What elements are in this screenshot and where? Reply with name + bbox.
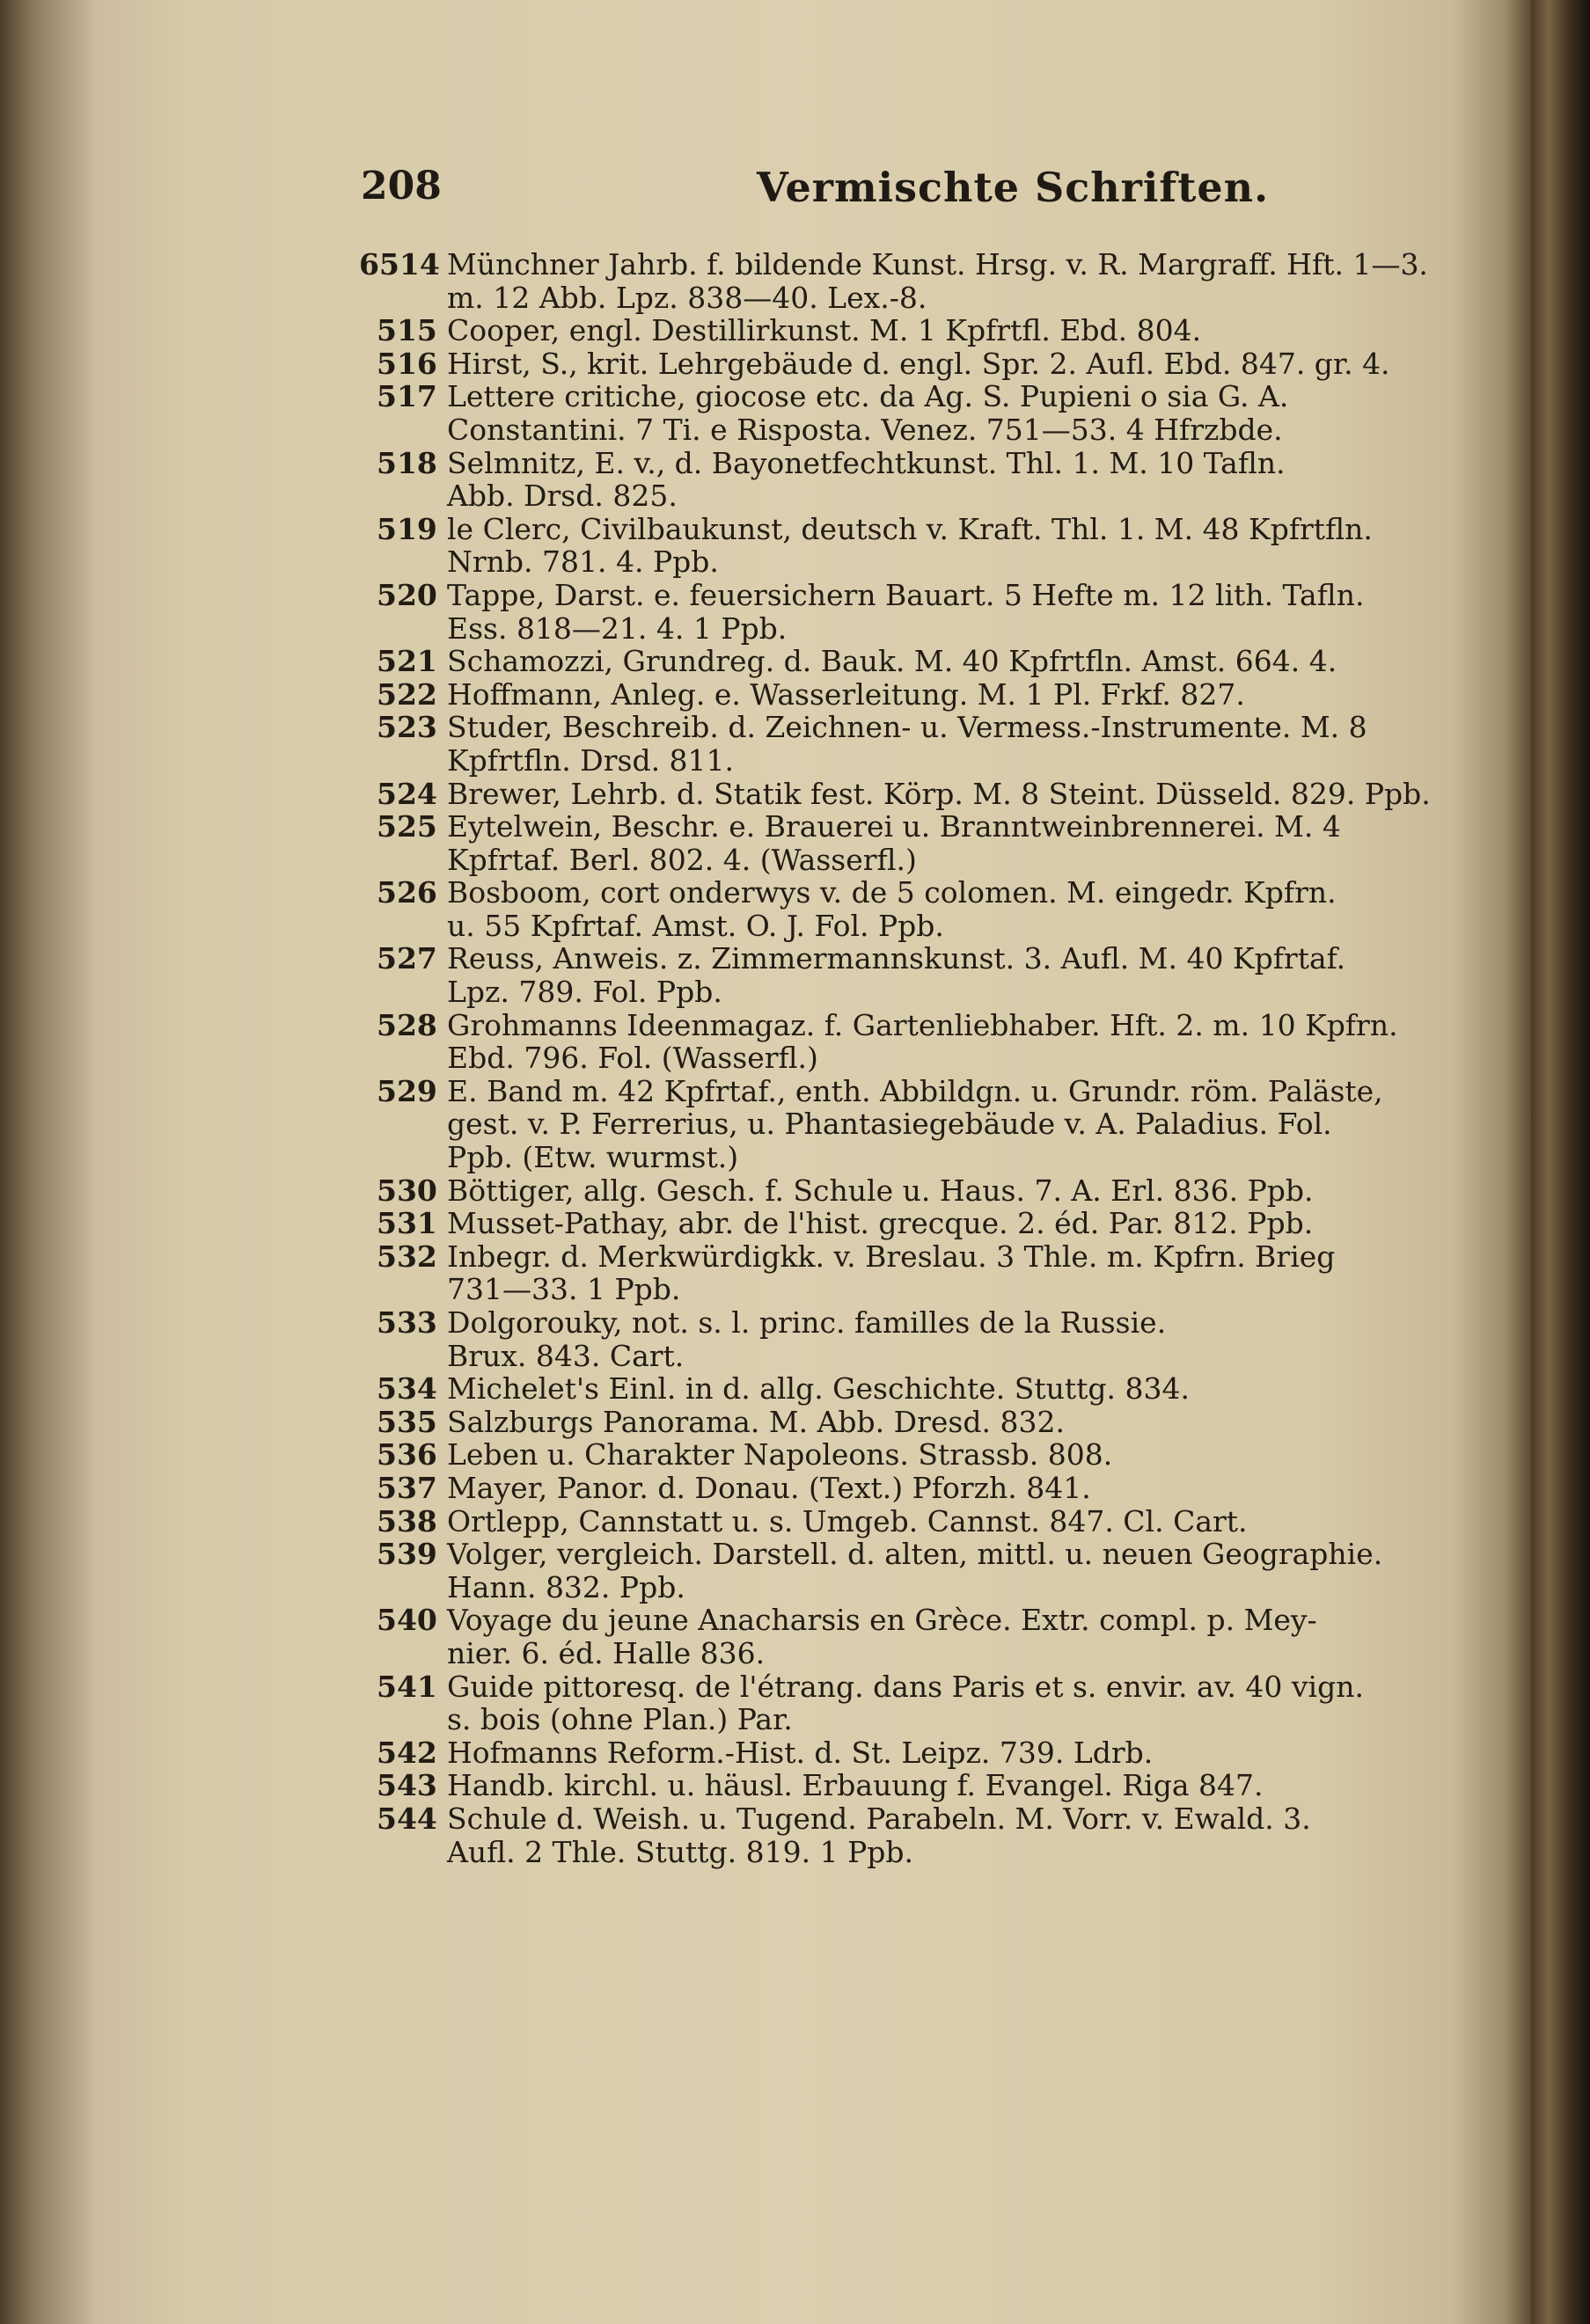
entry-text: Reuss, Anweis. z. Zimmermannskunst. 3. Aufl. M. 40 Kpfrtaf. Lpz. 789. Fol. Ppb. bbox=[447, 941, 1346, 1010]
catalog-entry bbox=[359, 1472, 1503, 1505]
book-spine bbox=[1531, 0, 1590, 2324]
entry-number: 515 bbox=[377, 313, 437, 348]
entry-number: 540 bbox=[377, 1603, 437, 1638]
catalog-entry bbox=[359, 1009, 1503, 1075]
entry-text: Bosboom, cort onderwys v. de 5 colomen. M. eingedr. Kpfrn. u. 55 Kpfrtaf. Amst. O. J. Fol. Ppb. bbox=[447, 875, 1337, 943]
entry-text: Hoffmann, Anleg. e. Wasserleitung. M. 1 Pl. Frkf. 827. bbox=[447, 676, 1245, 712]
entry-text: Volger, vergleich. Darstell. d. alten, mittl. u. neuen Geographie. Hann. 832. Ppb. bbox=[447, 1537, 1383, 1604]
entry-text: Hirst, S., krit. Lehrgebäude d. engl. Spr. 2. Aufl. Ebd. 847. gr. 4. bbox=[447, 346, 1390, 381]
entry-number: 536 bbox=[377, 1437, 437, 1473]
catalog-entry bbox=[359, 447, 1503, 513]
entry-number: 529 bbox=[377, 1073, 437, 1108]
catalog-entry bbox=[359, 1670, 1503, 1736]
entry-text: Schamozzi, Grundreg. d. Bauk. M. 40 Kpfrtfln. Amst. 664. 4. bbox=[447, 644, 1337, 679]
entry-number: 518 bbox=[377, 445, 437, 480]
entry-number: 524 bbox=[377, 776, 437, 811]
catalog-entry bbox=[359, 513, 1503, 579]
catalog-entry bbox=[359, 1075, 1503, 1174]
running-title: Vermischte Schriften. bbox=[757, 164, 1270, 211]
entry-number: 533 bbox=[377, 1305, 437, 1340]
catalog-entry bbox=[359, 579, 1503, 645]
catalog-entry bbox=[359, 1207, 1503, 1240]
entry-number: 538 bbox=[377, 1503, 437, 1538]
catalog-entry bbox=[359, 1306, 1503, 1372]
page-number: 208 bbox=[361, 164, 442, 208]
catalog-entry bbox=[359, 810, 1503, 876]
catalog-entry bbox=[359, 1505, 1503, 1538]
entry-text: Inbegr. d. Merkwürdigkk. v. Breslau. 3 Thle. m. Kpfrn. Brieg 731—33. 1 Ppb. bbox=[447, 1239, 1336, 1307]
catalog-entries bbox=[359, 248, 1503, 1868]
entry-text: Grohmanns Ideenmagaz. f. Gartenliebhaber. Hft. 2. m. 10 Kpfrn. Ebd. 796. Fol. (Wasserfl.) bbox=[447, 1007, 1398, 1076]
entry-number: 526 bbox=[377, 875, 437, 910]
entry-number: 522 bbox=[377, 676, 437, 712]
catalog-entry bbox=[359, 1372, 1503, 1406]
entry-text: Studer, Beschreib. d. Zeichnen- u. Vermess.-Instrumente. M. 8 Kpfrtfln. Drsd. 811. bbox=[447, 710, 1367, 778]
entry-number: 531 bbox=[377, 1206, 437, 1241]
catalog-entry bbox=[359, 1174, 1503, 1208]
entry-number: 541 bbox=[377, 1669, 437, 1704]
entry-text: Handb. kirchl. u. häusl. Erbauung f. Evangel. Riga 847. bbox=[447, 1768, 1264, 1803]
entry-number: 523 bbox=[377, 710, 437, 745]
entry-number: 527 bbox=[377, 941, 437, 976]
entry-text: Musset-Pathay, abr. de l'hist. grecque. 2. éd. Par. 812. Ppb. bbox=[447, 1206, 1314, 1241]
catalog-entry bbox=[359, 248, 1503, 314]
entry-number: 520 bbox=[377, 577, 437, 612]
entry-text: Salzburgs Panorama. M. Abb. Dresd. 832. bbox=[447, 1404, 1065, 1439]
catalog-entry bbox=[359, 711, 1503, 777]
catalog-entry bbox=[359, 1438, 1503, 1472]
entry-text: Eytelwein, Beschr. e. Brauerei u. Branntweinbrennerei. M. 4 Kpfrtaf. Berl. 802. 4. (Wasserfl.) bbox=[447, 809, 1341, 877]
entry-text: Cooper, engl. Destillirkunst. M. 1 Kpfrtfl. Ebd. 804. bbox=[447, 313, 1202, 348]
entry-text: Mayer, Panor. d. Donau. (Text.) Pforzh. 841. bbox=[447, 1470, 1091, 1505]
entry-number: 517 bbox=[377, 379, 437, 414]
entry-number: 537 bbox=[377, 1470, 437, 1505]
entry-text: E. Band m. 42 Kpfrtaf., enth. Abbildgn. u. Grundr. röm. Paläste, gest. v. P. Ferrerius, u. Phantasiegebäude v. A. Paladius. Fol. Ppb. (Etw. wurmst.) bbox=[447, 1073, 1383, 1175]
entry-text: Münchner Jahrb. f. bildende Kunst. Hrsg. v. R. Margraff. Hft. 1—3. m. 12 Abb. Lpz. 838—40. Lex.-8. bbox=[447, 247, 1428, 315]
entry-number: 6514 bbox=[359, 247, 440, 281]
catalog-entry bbox=[359, 678, 1503, 712]
entry-text: Dolgorouky, not. s. l. princ. familles de la Russie. Brux. 843. Cart. bbox=[447, 1305, 1167, 1373]
catalog-entry bbox=[359, 1604, 1503, 1670]
catalog-entry bbox=[359, 380, 1503, 446]
catalog-entry bbox=[359, 876, 1503, 942]
catalog-entry bbox=[359, 1769, 1503, 1802]
entry-text: Schule d. Weish. u. Tugend. Parabeln. M. Vorr. v. Ewald. 3. Aufl. 2 Thle. Stuttg. 819. 1 Ppb. bbox=[447, 1801, 1311, 1869]
entry-text: Leben u. Charakter Napoleons. Strassb. 808. bbox=[447, 1437, 1113, 1473]
entry-text: Guide pittoresq. de l'étrang. dans Paris et s. envir. av. 40 vign. s. bois (ohne Plan.) Par. bbox=[447, 1669, 1364, 1737]
entry-text: Brewer, Lehrb. d. Statik fest. Körp. M. 8 Steint. Düsseld. 829. Ppb. bbox=[447, 776, 1431, 811]
entry-number: 539 bbox=[377, 1537, 437, 1572]
entry-number: 521 bbox=[377, 644, 437, 679]
entry-text: Böttiger, allg. Gesch. f. Schule u. Haus. 7. A. Erl. 836. Ppb. bbox=[447, 1173, 1314, 1208]
catalog-entry bbox=[359, 1736, 1503, 1770]
entry-text: Tappe, Darst. e. feuersichern Bauart. 5 Hefte m. 12 lith. Tafln. Ess. 818—21. 4. 1 Ppb. bbox=[447, 577, 1365, 646]
entry-number: 535 bbox=[377, 1404, 437, 1439]
entry-number: 543 bbox=[377, 1768, 437, 1803]
entry-number: 532 bbox=[377, 1239, 437, 1274]
catalog-entry bbox=[359, 1240, 1503, 1306]
entry-number: 544 bbox=[377, 1801, 437, 1836]
entry-text: Ortlepp, Cannstatt u. s. Umgeb. Cannst. 847. Cl. Cart. bbox=[447, 1503, 1248, 1538]
entry-number: 542 bbox=[377, 1735, 437, 1770]
page-header bbox=[361, 164, 1505, 234]
catalog-entry bbox=[359, 1538, 1503, 1604]
entry-number: 516 bbox=[377, 346, 437, 381]
catalog-entry bbox=[359, 347, 1503, 381]
catalog-entry bbox=[359, 778, 1503, 811]
entry-text: Hofmanns Reform.-Hist. d. St. Leipz. 739. Ldrb. bbox=[447, 1735, 1154, 1770]
entry-number: 525 bbox=[377, 809, 437, 844]
catalog-entry bbox=[359, 314, 1503, 347]
entry-number: 528 bbox=[377, 1007, 437, 1042]
catalog-entry bbox=[359, 1802, 1503, 1868]
catalog-entry bbox=[359, 645, 1503, 678]
entry-text: Voyage du jeune Anacharsis en Grèce. Extr. compl. p. Mey- nier. 6. éd. Halle 836. bbox=[447, 1603, 1317, 1670]
entry-number: 534 bbox=[377, 1371, 437, 1407]
catalog-entry bbox=[359, 942, 1503, 1008]
catalog-entry bbox=[359, 1406, 1503, 1439]
entry-text: le Clerc, Civilbaukunst, deutsch v. Kraft. Thl. 1. M. 48 Kpfrtfln. Nrnb. 781. 4. Ppb. bbox=[447, 511, 1373, 580]
entry-text: Michelet's Einl. in d. allg. Geschichte. Stuttg. 834. bbox=[447, 1371, 1191, 1407]
entry-text: Selmnitz, E. v., d. Bayonetfechtkunst. Thl. 1. M. 10 Tafln. Abb. Drsd. 825. bbox=[447, 445, 1286, 514]
entry-number: 519 bbox=[377, 511, 437, 546]
entry-text: Lettere critiche, giocose etc. da Ag. S. Pupieni o sia G. A. Constantini. 7 Ti. e Risposta. Venez. 751—53. 4 Hfrzbde. bbox=[447, 379, 1289, 447]
entry-number: 530 bbox=[377, 1173, 437, 1208]
